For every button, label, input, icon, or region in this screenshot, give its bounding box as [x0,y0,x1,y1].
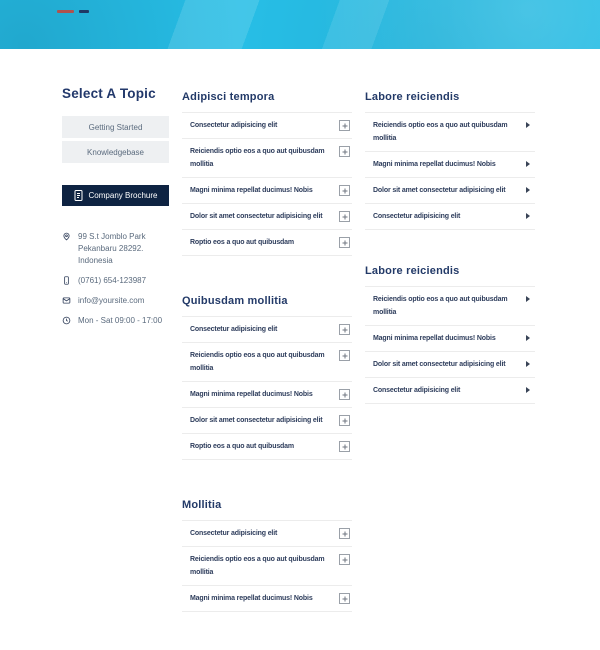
faq-question-label: Consectetur adipisicing elit [190,530,278,537]
plus-square-icon [339,415,350,426]
faq-column-2 [365,90,535,438]
faq-question-label: Reiciendis optio eos a quo aut quibusdam mollitia [373,296,508,316]
plus-square-icon [339,211,350,222]
plus-square-icon [339,554,350,565]
faq-question-row[interactable] [182,317,352,343]
faq-question-label: Reiciendis optio eos a quo aut quibusdam mollitia [190,352,325,372]
faq-section-title: Labore reiciendis [365,265,460,277]
contact-item [62,315,169,327]
faq-question-row[interactable] [365,152,535,178]
plus-square-icon [339,146,350,157]
faq-question-label: Dolor sit amet consectetur adipisicing elit [190,213,323,220]
faq-question-label: Magni minima repellat ducimus! Nobis [373,161,496,168]
faq-question-row[interactable] [182,521,352,547]
contact-text: info@yoursite.com [78,296,145,305]
faq-question-row[interactable] [182,586,352,612]
faq-question-label: Consectetur adipisicing elit [190,326,278,333]
chevron-right-icon [526,122,530,128]
plus-square-icon [339,593,350,604]
faq-question-label: Magni minima repellat ducimus! Nobis [373,335,496,342]
topic-button-label: Getting Started [88,122,143,132]
faq-question-row[interactable] [365,204,535,230]
hero-banner [0,0,600,49]
chevron-right-icon [526,213,530,219]
faq-section-title: Labore reiciendis [365,91,460,103]
faq-question-row[interactable] [365,113,535,152]
faq-question-label: Magni minima repellat ducimus! Nobis [190,391,313,398]
faq-question-row[interactable] [182,408,352,434]
faq-section-title: Adipisci tempora [182,91,275,103]
faq-question-label: Reiciendis optio eos a quo aut quibusdam mollitia [190,148,325,168]
faq-question-label: Magni minima repellat ducimus! Nobis [190,187,313,194]
hero-dash-red-decoration [57,10,74,13]
faq-section [182,498,352,612]
faq-question-row[interactable] [365,287,535,326]
contact-list [62,231,169,327]
chevron-right-icon [526,296,530,302]
faq-question-label: Reiciendis optio eos a quo aut quibusdam mollitia [373,122,508,142]
faq-question-row[interactable] [365,352,535,378]
company-brochure-label: Company Brochure [88,191,158,200]
chevron-right-icon [526,387,530,393]
chevron-right-icon [526,161,530,167]
mail-icon [62,296,71,305]
contact-item [62,295,169,307]
plus-square-icon [339,120,350,131]
faq-question-label: Consectetur adipisicing elit [190,122,278,129]
plus-square-icon [339,324,350,335]
faq-question-label: Roptio eos a quo aut quibusdam [190,239,295,246]
sidebar-title: Select A Topic [62,86,156,101]
plus-square-icon [339,441,350,452]
faq-rows [182,520,352,612]
contact-item [62,275,169,287]
contact-text: Mon - Sat 09:00 - 17:00 [78,316,163,325]
faq-question-row[interactable] [365,378,535,404]
faq-question-row[interactable] [182,113,352,139]
faq-section-title: Mollitia [182,499,222,511]
faq-question-label: Reiciendis optio eos a quo aut quibusdam mollitia [190,556,325,576]
company-brochure-button[interactable] [62,185,169,206]
chevron-right-icon [526,335,530,341]
faq-question-label: Magni minima repellat ducimus! Nobis [190,595,313,602]
topic-button-label: Knowledgebase [87,147,144,157]
faq-question-row[interactable] [365,326,535,352]
chevron-right-icon [526,187,530,193]
faq-question-label: Consectetur adipisicing elit [373,213,461,220]
faq-column-1 [182,90,352,650]
chevron-right-icon [526,361,530,367]
faq-question-label: Dolor sit amet consectetur adipisicing elit [373,187,506,194]
faq-rows [365,112,535,230]
plus-square-icon [339,237,350,248]
faq-question-label: Roptio eos a quo aut quibusdam [190,443,295,450]
clock-icon [62,316,71,325]
faq-question-row[interactable] [365,178,535,204]
topic-list [62,116,169,163]
faq-question-row[interactable] [182,434,352,460]
plus-square-icon [339,185,350,196]
topic-button[interactable] [62,141,169,163]
contact-item [62,231,169,267]
faq-question-row[interactable] [182,204,352,230]
faq-question-label: Dolor sit amet consectetur adipisicing elit [190,417,323,424]
faq-question-label: Consectetur adipisicing elit [373,387,461,394]
plus-square-icon [339,528,350,539]
faq-rows [182,316,352,460]
faq-question-row[interactable] [182,178,352,204]
sidebar [62,85,169,335]
contact-text: 99 S.t Jomblo Park Pekanbaru 28292. Indonesia [78,232,146,265]
faq-rows [365,286,535,404]
faq-rows [182,112,352,256]
faq-question-row[interactable] [182,547,352,586]
plus-square-icon [339,350,350,361]
faq-section [365,90,535,230]
faq-question-row[interactable] [182,382,352,408]
topic-button[interactable] [62,116,169,138]
plus-square-icon [339,389,350,400]
faq-section [182,294,352,460]
map-pin-icon [62,232,71,241]
phone-icon [62,276,71,285]
document-icon [74,190,83,201]
hero-dash-navy-decoration [79,10,89,13]
faq-section-title: Quibusdam mollitia [182,295,288,307]
faq-section [365,264,535,404]
faq-question-row[interactable] [182,230,352,256]
contact-text: (0761) 654-123987 [78,276,147,285]
faq-section [182,90,352,256]
faq-question-row[interactable] [182,343,352,382]
faq-question-label: Dolor sit amet consectetur adipisicing elit [373,361,506,368]
faq-question-row[interactable] [182,139,352,178]
